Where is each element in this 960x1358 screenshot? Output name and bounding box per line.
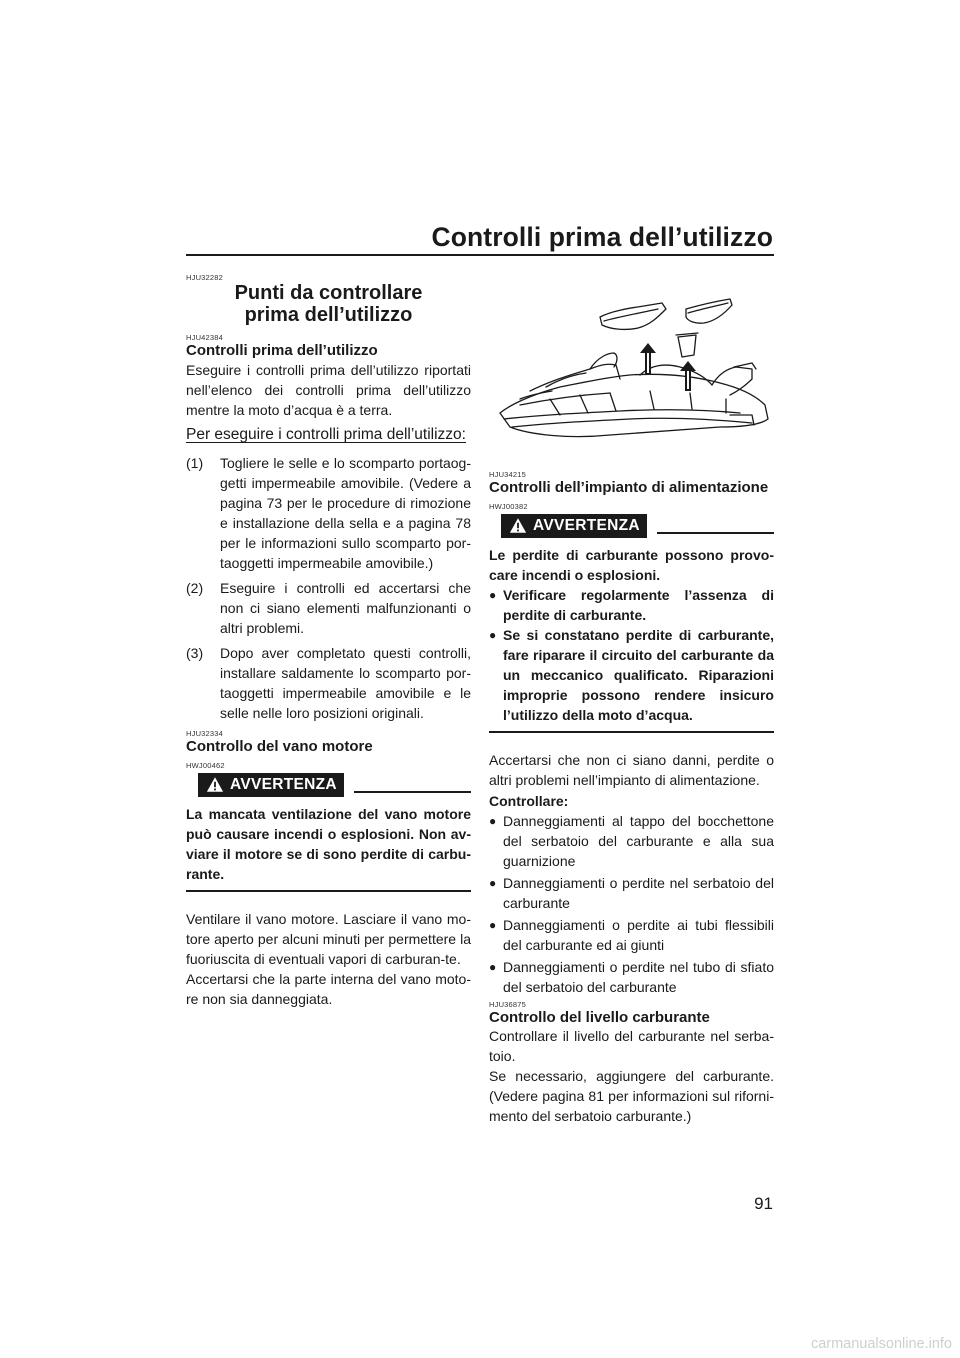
section-code: HJU42384 bbox=[186, 333, 224, 342]
list-item: ● Danneggiamenti o perdite nel serbatoio del carburante bbox=[489, 875, 774, 911]
jet-ski-illustration bbox=[490, 295, 775, 465]
section-body: Controllare il livello del carburante nel serba-toio. bbox=[489, 1028, 774, 1064]
warning-header bbox=[186, 773, 471, 797]
section-code: HJU32282 bbox=[186, 273, 224, 282]
list-item: (2) Eseguire i controlli ed accertarsi che non ci siano elementi malfunzionanti o altri problemi. bbox=[186, 580, 471, 636]
section-code: HJU32334 bbox=[186, 729, 224, 738]
section-body: Accertarsi che non ci siano danni, perdite o altri problemi nell’impianto di alimentazione. bbox=[489, 752, 774, 788]
check-label: Controllare: bbox=[489, 793, 569, 809]
list-item: ● Se si constatano perdite di carburante, fare riparare il circuito del carburante da un meccanico qualificato. Riparazioni improprie possono rendere insicuro l’utilizzo della moto d’acqua. bbox=[489, 627, 774, 723]
section-code: HJU36875 bbox=[489, 1000, 527, 1009]
section-body: Accertarsi che la parte interna del vano moto-re non sia danneggiata. bbox=[186, 971, 471, 1007]
warning-rule bbox=[354, 791, 471, 793]
warning-label: AVVERTENZA bbox=[230, 776, 337, 793]
section-title-vano-motore: Controllo del vano motore bbox=[186, 738, 373, 755]
section-title-livello-carburante: Controllo del livello carburante bbox=[489, 1009, 710, 1026]
warning-bullet-list bbox=[489, 585, 774, 725]
section-body: Se necessario, aggiungere del carburante. (Vedere pagina 81 per informazioni sul riforni-mento del serbatoio carburante.) bbox=[489, 1068, 774, 1124]
main-heading: Punti da controllare prima dell’utilizzo bbox=[234, 282, 423, 326]
left-column bbox=[186, 273, 471, 1009]
check-bullet-list bbox=[489, 811, 774, 997]
warning-triangle-icon bbox=[206, 776, 224, 793]
warning-label: AVVERTENZA bbox=[533, 517, 640, 534]
list-item: (3) Dopo aver completato questi controlli, installare saldamente lo scomparto por-taoggetti impermeabile amovibile e le selle nelle loro posizioni originali. bbox=[186, 645, 471, 721]
steps-list bbox=[186, 453, 471, 723]
subsection-title: Per eseguire i controlli prima dell’utilizzo: bbox=[186, 426, 466, 443]
warning-badge bbox=[501, 514, 647, 538]
warning-triangle-icon bbox=[509, 517, 527, 534]
section-body: Eseguire i controlli prima dell’utilizzo riportati nell’elenco dei controlli prima dell’utilizzo mentre la moto d’acqua è a terra. bbox=[186, 362, 471, 418]
section-body: Ventilare il vano motore. Lasciare il vano mo-tore aperto per alcuni minuti per permettere la fuoriuscita di eventuali vapori di carburan-te. bbox=[186, 911, 471, 967]
header-rule bbox=[186, 254, 774, 256]
page-number: 91 bbox=[754, 1194, 773, 1213]
warning-header bbox=[489, 514, 774, 538]
warning-code: HWJ00462 bbox=[186, 761, 225, 770]
right-column bbox=[489, 470, 774, 1126]
section-title-controlli: Controlli prima dell’utilizzo bbox=[186, 342, 378, 359]
warning-intro: Le perdite di carburante possono provo-care incendi o esplosioni. bbox=[489, 547, 774, 583]
list-item: ● Danneggiamenti al tappo del bocchettone del serbatoio del carburante e alla sua guarnizione bbox=[489, 813, 774, 869]
warning-text: La mancata ventilazione del vano motore può causare incendi o esplosioni. Non av-viare il motore se di sono perdite di carbu-rante. bbox=[186, 806, 471, 882]
list-item: ● Danneggiamenti o perdite nel tubo di sfiato del serbatoio del carburante bbox=[489, 959, 774, 995]
footer-watermark: carmanualsonline.info bbox=[810, 1336, 952, 1352]
list-item: (1) Togliere le selle e lo scomparto portaog-getti impermeabile amovibile. (Vedere a pagina 73 per le procedure di rimozione e installazione della sella e a pagina 78 per le informazioni sullo scomparto por-taoggetti impermeabile amovibile.) bbox=[186, 455, 471, 571]
warning-code: HWJ00382 bbox=[489, 502, 528, 511]
warning-rule bbox=[657, 532, 774, 534]
warning-end-rule bbox=[186, 890, 471, 892]
jet-ski-drawing bbox=[490, 295, 775, 465]
warning-badge bbox=[198, 773, 344, 797]
list-item: ● Verificare regolarmente l’assenza di perdite di carburante. bbox=[489, 587, 774, 623]
page-header-title: Controlli prima dell’utilizzo bbox=[431, 222, 773, 252]
list-item: ● Danneggiamenti o perdite ai tubi flessibili del carburante ed ai giunti bbox=[489, 917, 774, 953]
warning-end-rule bbox=[489, 731, 774, 733]
section-title-alimentazione: Controlli dell’impianto di alimentazione bbox=[489, 479, 769, 496]
section-code: HJU34215 bbox=[489, 470, 527, 479]
